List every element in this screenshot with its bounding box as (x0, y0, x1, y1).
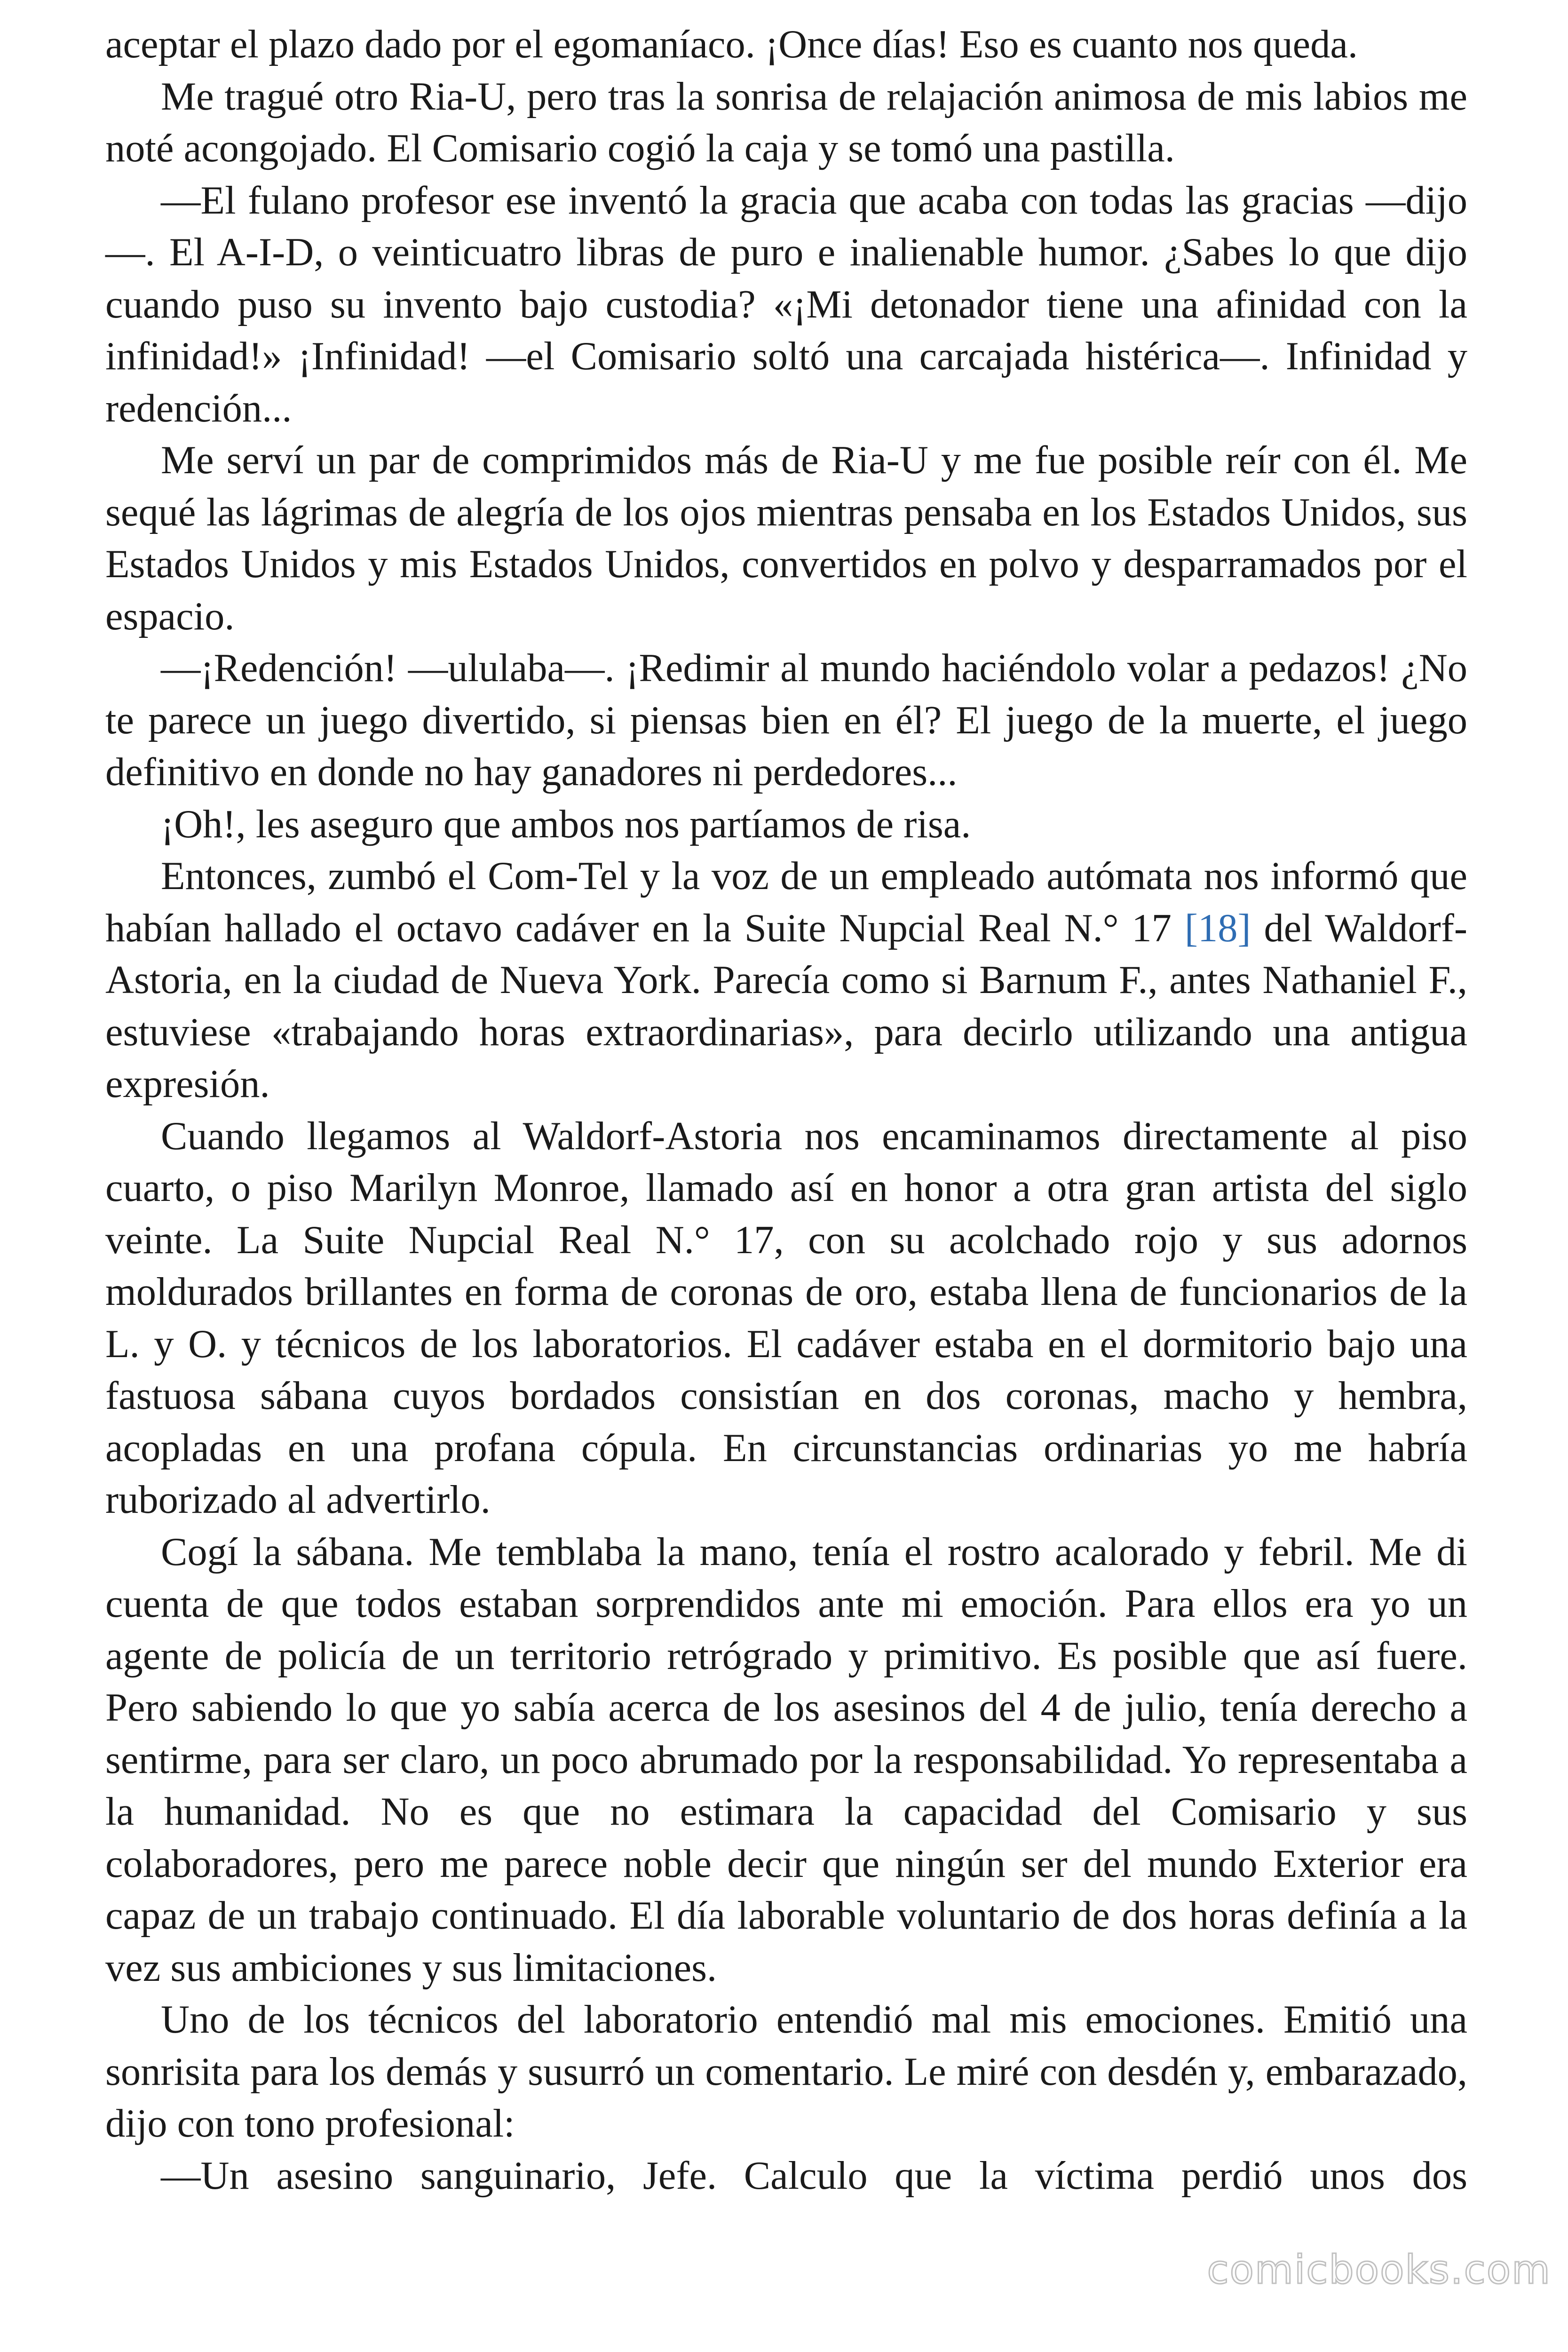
paragraph-tecnico: Uno de los técnicos del laboratorio entendió mal mis emociones. Emitió una sonrisita para los demás y susurró un comentario. Le miré con desdén y, embarazado, dijo con tono profesional: (105, 1998, 1467, 2145)
paragraph-asesino: —Un asesino sanguinario, Jefe. Calculo que la víctima perdió unos dos (161, 2153, 1467, 2198)
body-text (105, 19, 1467, 2202)
paragraph-sabana: Cogí la sábana. Me temblaba la mano, tenía el rostro acalorado y febril. Me di cuenta de que todos estaban sorprendidos ante mi emoción. Para ellos era yo un agente de policía de un territorio retrógrado y primitivo. Es posible que así fuere. Pero sabiendo lo que yo sabía acerca de los asesinos del 4 de julio, tenía derecho a sentirme, para ser claro, un poco abrumado por la responsabilidad. Yo representaba a la humanidad. No es que no estimara la capacidad del Comisario y sus colaboradores, pero me parece noble decir que ningún ser del mundo Exterior era capaz de un trabajo continuado. El día laborable voluntario de dos horas definía a la vez sus ambiciones y sus limitaciones. (105, 1530, 1467, 1990)
paragraph-profesor: —El fulano profesor ese inventó la gracia que acaba con todas las gracias —dijo—. El A-I-D, o veinticuatro libras de puro e inalienable humor. ¿Sabes lo que dijo cuando puso su invento bajo custodia? «¡Mi detonador tiene una afinidad con la infinidad!» ¡Infinidad! —el Comisario soltó una carcajada histérica—. Infinidad y redención... (105, 178, 1467, 430)
paragraph-com-tel (105, 850, 1467, 1111)
watermark-logo: comicbooks.com (1207, 2247, 1551, 2293)
paragraph-comprimidos: Me serví un par de comprimidos más de Ria-U y me fue posible reír con él. Me sequé las lágrimas de alegría de los ojos mientras pensaba en los Estados Unidos, sus Estados Unidos y mis Estados Unidos, convertidos en polvo y desparramados por el espacio. (105, 438, 1467, 638)
paragraph-waldorf: Cuando llegamos al Waldorf-Astoria nos encaminamos directamente al piso cuarto, o piso Marilyn Monroe, llamado así en honor a otra gran artista del siglo veinte. La Suite Nupcial Real N.° 17, con su acolchado rojo y sus adornos moldurados brillantes en forma de coronas de oro, estaba llena de funcionarios de la L. y O. y técnicos de los laboratorios. El cadáver estaba en el dormitorio bajo una fastuosa sábana cuyos bordados consistían en dos coronas, macho y hembra, acopladas en una profana cópula. En circunstancias ordinarias yo me habría ruborizado al advertirlo. (105, 1114, 1467, 1522)
paragraph-com-tel-text-1: Entonces, zumbó el Com-Tel y la voz de un empleado autómata nos informó que habían hallado el octavo cadáver en la Suite Nupcial Real N.° 17 (105, 854, 1467, 950)
paragraph-com-tel-text-2: del Waldorf-Astoria, en la ciudad de Nueva York. Parecía como si Barnum F., antes Nathaniel F., estuviese «trabajando horas extraordinarias», para decirlo utilizando una antigua expresión. (105, 906, 1467, 1106)
paragraph-redencion: —¡Redención! —ululaba—. ¡Redimir al mundo haciéndolo volar a pedazos! ¿No te parece un juego divertido, si piensas bien en él? El juego de la muerte, el juego definitivo en donde no hay ganadores ni perdedores... (105, 646, 1467, 794)
paragraph-ria-u: Me tragué otro Ria-U, pero tras la sonrisa de relajación animosa de mis labios me noté acongojado. El Comisario cogió la caja y se tomó una pastilla. (105, 74, 1467, 170)
paragraph-risa: ¡Oh!, les aseguro que ambos nos partíamos de risa. (161, 802, 971, 846)
paragraph-continuation: aceptar el plazo dado por el egomaníaco. ¡Once días! Eso es cuanto nos queda. (105, 23, 1358, 66)
footnote-link[interactable]: [18] (1184, 906, 1251, 950)
